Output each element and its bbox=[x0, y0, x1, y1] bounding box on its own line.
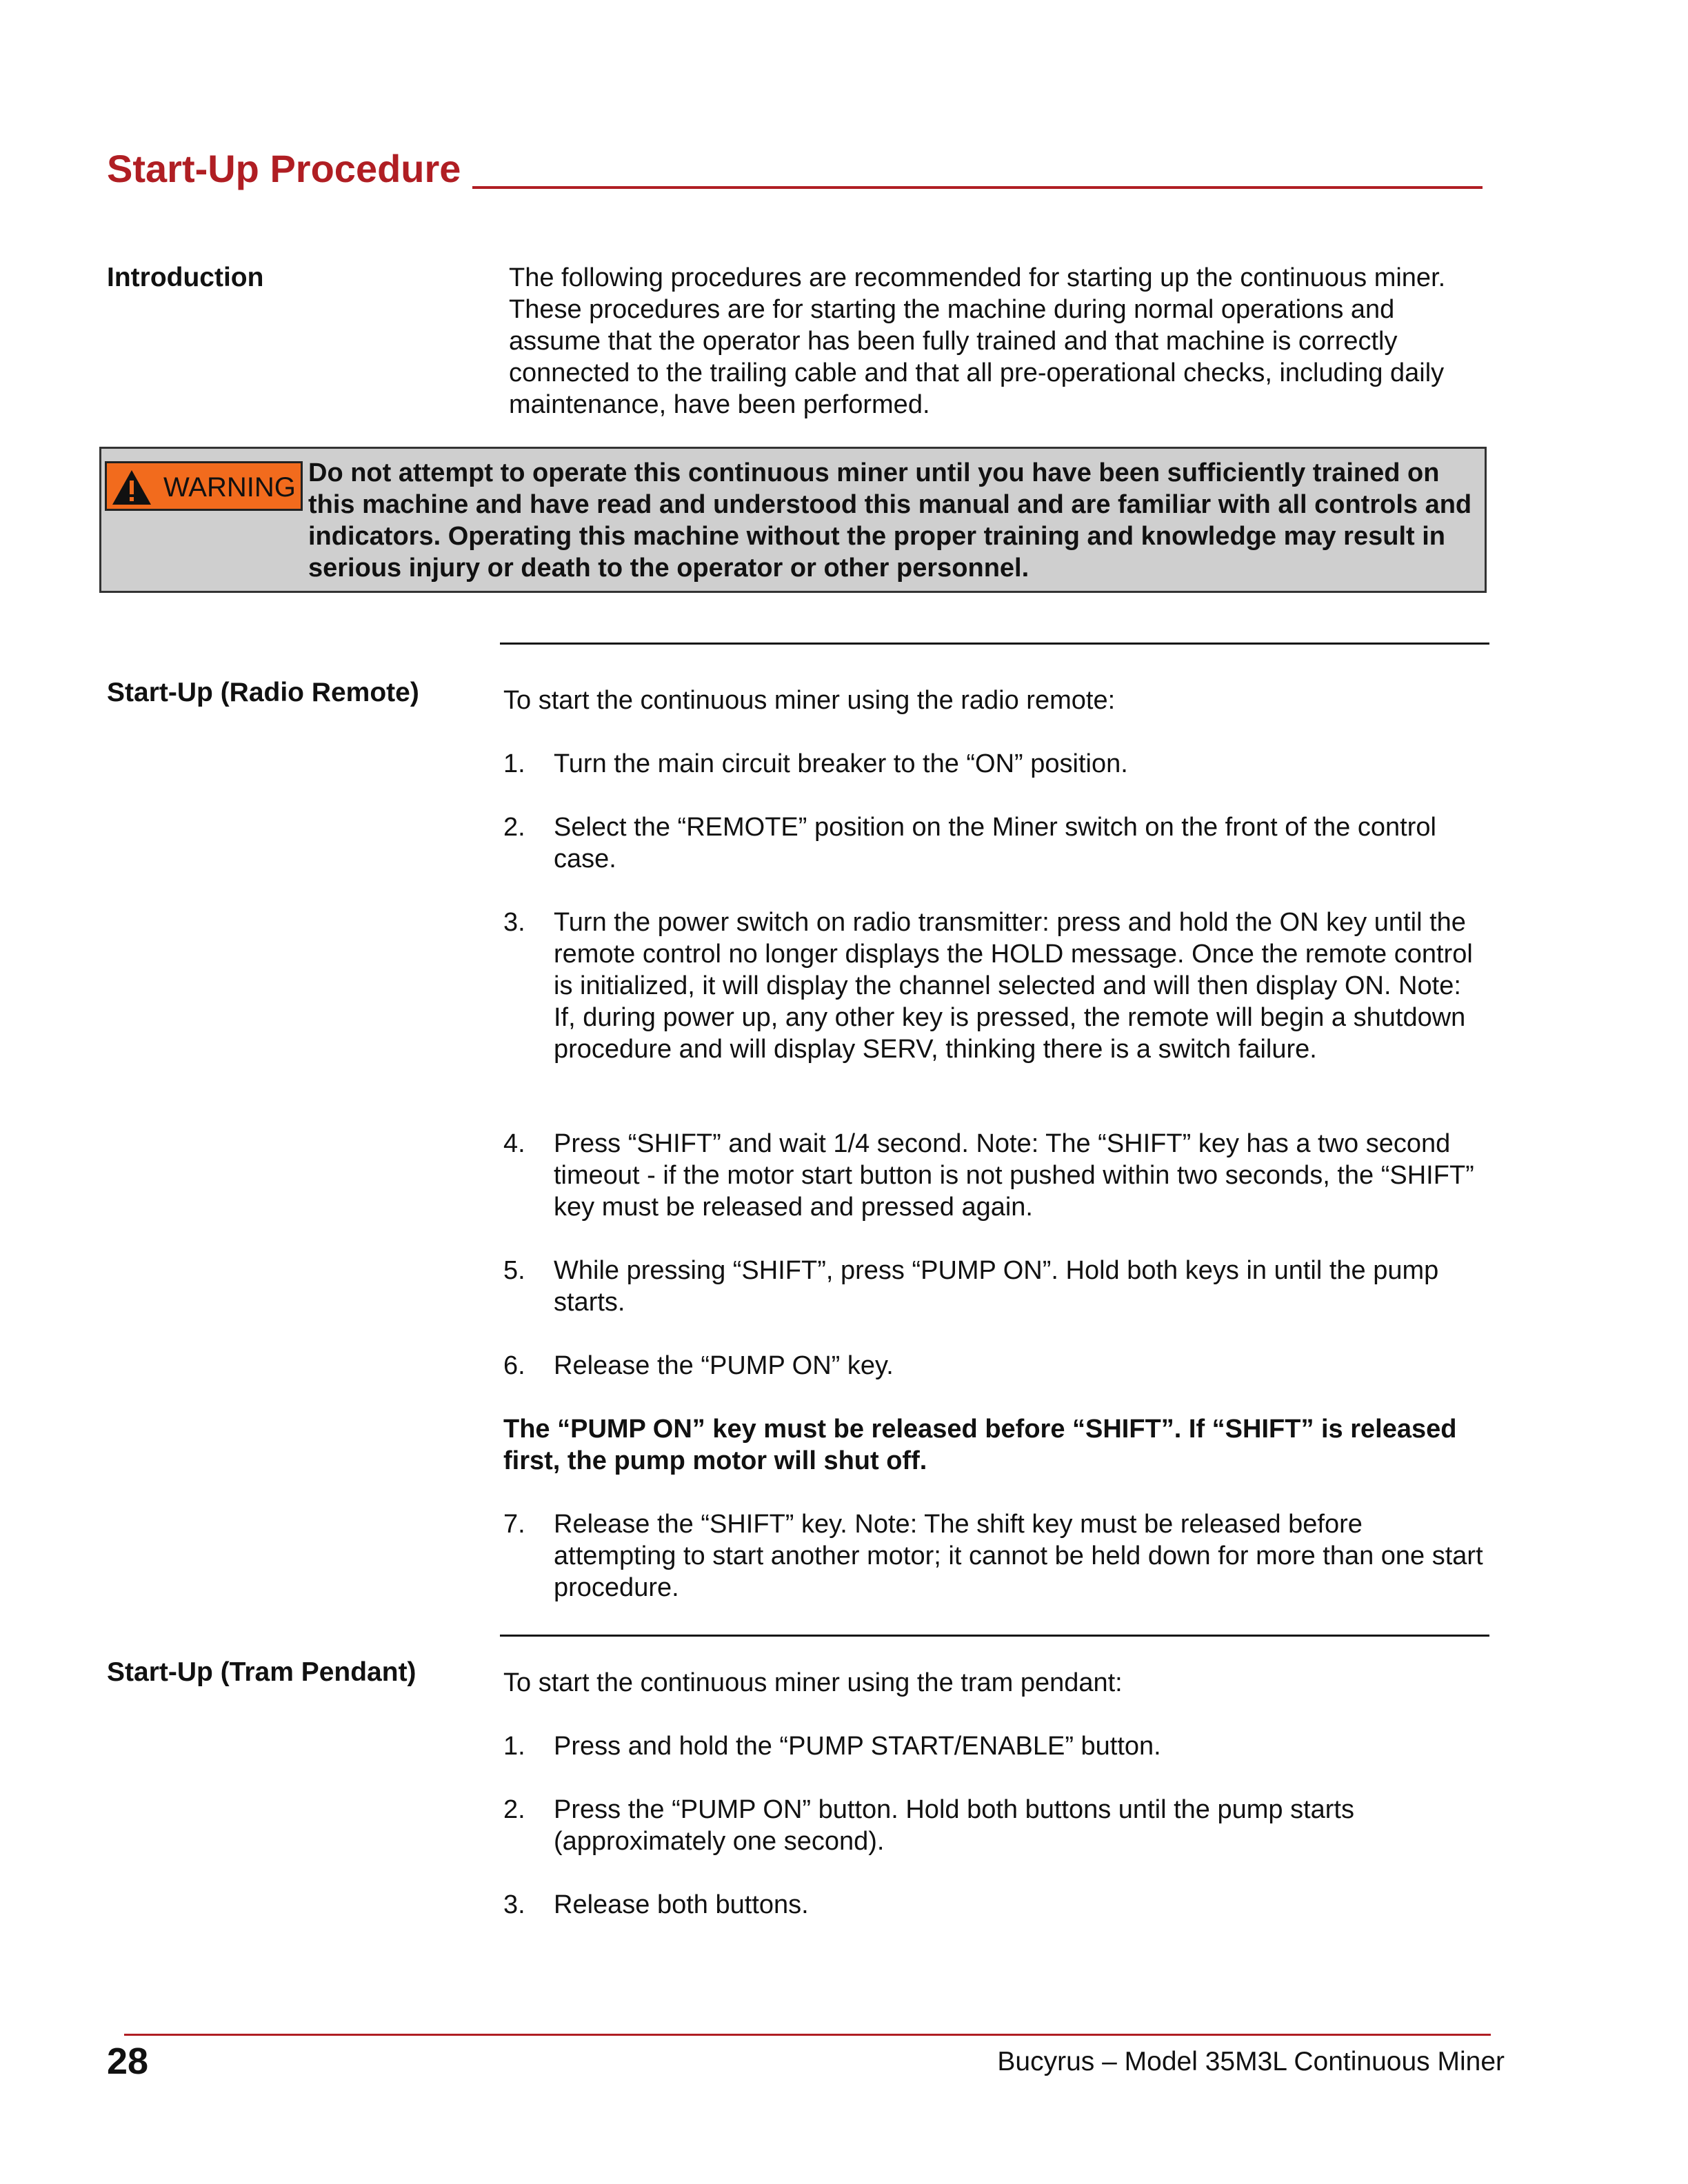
footer-rule bbox=[124, 2034, 1491, 2036]
list-item bbox=[503, 748, 1486, 780]
step-number: 1. bbox=[503, 1732, 525, 1761]
page-number: 28 bbox=[107, 2041, 149, 2082]
warning-badge-label: WARNING bbox=[163, 472, 296, 503]
step-number: 2. bbox=[503, 1795, 525, 1824]
list-item bbox=[503, 1350, 1486, 1382]
section-divider bbox=[500, 643, 1489, 645]
step-number: 4. bbox=[503, 1129, 525, 1158]
section-divider bbox=[500, 1635, 1489, 1637]
step-number: 1. bbox=[503, 749, 525, 778]
step-text: Turn the main circuit breaker to the “ON” position. bbox=[554, 749, 1128, 778]
step-text: Press and hold the “PUMP START/ENABLE” button. bbox=[554, 1732, 1161, 1761]
list-item bbox=[503, 1128, 1486, 1223]
warning-badge bbox=[105, 461, 303, 511]
warning-text: Do not attempt to operate this continuous miner until you have been sufficiently trained on this machine and have read and understood this manual and are familiar with all controls and indicators. Operating this machine without the proper training and knowledge may result in serious injury or death to the operator or other personnel. bbox=[308, 458, 1472, 583]
step-text: Release the “SHIFT” key. Note: The shift key must be released before attempting to start another motor; it cannot be held down for more than one start procedure. bbox=[554, 1510, 1483, 1602]
list-item bbox=[503, 1889, 1486, 1921]
introduction-label: Introduction bbox=[107, 263, 264, 292]
step-number: 3. bbox=[503, 908, 525, 937]
step-number: 2. bbox=[503, 813, 525, 842]
warning-triangle-icon bbox=[111, 469, 152, 506]
step-text: Press the “PUMP ON” button. Hold both buttons until the pump starts (approximately one second). bbox=[554, 1795, 1354, 1856]
introduction-text: The following procedures are recommended for starting up the continuous miner. These procedures are for starting the machine during normal operations and assume that the operator has been fully trained and that machine is correctly connected to the trailing cable and that all pre-operational checks, including daily maintenance, have been performed. bbox=[509, 263, 1446, 419]
warning-box bbox=[99, 447, 1487, 593]
tram-pendant-label: Start-Up (Tram Pendant) bbox=[107, 1657, 416, 1687]
step-text: Press “SHIFT” and wait 1/4 second. Note: The “SHIFT” key has a two second timeout - if the motor start button is not pushed within two seconds, the “SHIFT” key must be released and pressed again. bbox=[554, 1129, 1474, 1222]
list-item bbox=[503, 1730, 1486, 1762]
list-item bbox=[503, 811, 1486, 875]
list-item bbox=[503, 907, 1486, 1065]
step-number: 6. bbox=[503, 1351, 525, 1380]
step-text: While pressing “SHIFT”, press “PUMP ON”. Hold both keys in until the pump starts. bbox=[554, 1256, 1439, 1317]
step-text: Turn the power switch on radio transmitter: press and hold the ON key until the remote control no longer displays the HOLD message. Once the remote control is initialized, it will display the channel selected and will then display ON. Note: If, during power up, any other key is pressed, the remote will begin a shutdown procedure and will display SERV, thinking there is a switch failure. bbox=[554, 908, 1473, 1064]
step-text: Release both buttons. bbox=[554, 1890, 809, 1919]
step-number: 5. bbox=[503, 1256, 525, 1285]
page-title: Start-Up Procedure bbox=[107, 147, 461, 190]
list-item bbox=[503, 1794, 1486, 1857]
list-item bbox=[503, 1255, 1486, 1318]
tram-pendant-intro: To start the continuous miner using the tram pendant: bbox=[503, 1668, 1123, 1697]
caution-note: The “PUMP ON” key must be released before “SHIFT”. If “SHIFT” is released first, the pump motor will shut off. bbox=[503, 1415, 1457, 1475]
radio-remote-label: Start-Up (Radio Remote) bbox=[107, 678, 419, 707]
step-text: Select the “REMOTE” position on the Miner switch on the front of the control case. bbox=[554, 813, 1436, 873]
step-text: Release the “PUMP ON” key. bbox=[554, 1351, 894, 1380]
radio-remote-intro: To start the continuous miner using the radio remote: bbox=[503, 686, 1116, 715]
step-number: 3. bbox=[503, 1890, 525, 1919]
list-item bbox=[503, 1508, 1486, 1604]
title-rule bbox=[472, 186, 1483, 189]
footer-text: Bucyrus – Model 35M3L Continuous Miner bbox=[997, 2047, 1505, 2076]
step-number: 7. bbox=[503, 1510, 525, 1539]
